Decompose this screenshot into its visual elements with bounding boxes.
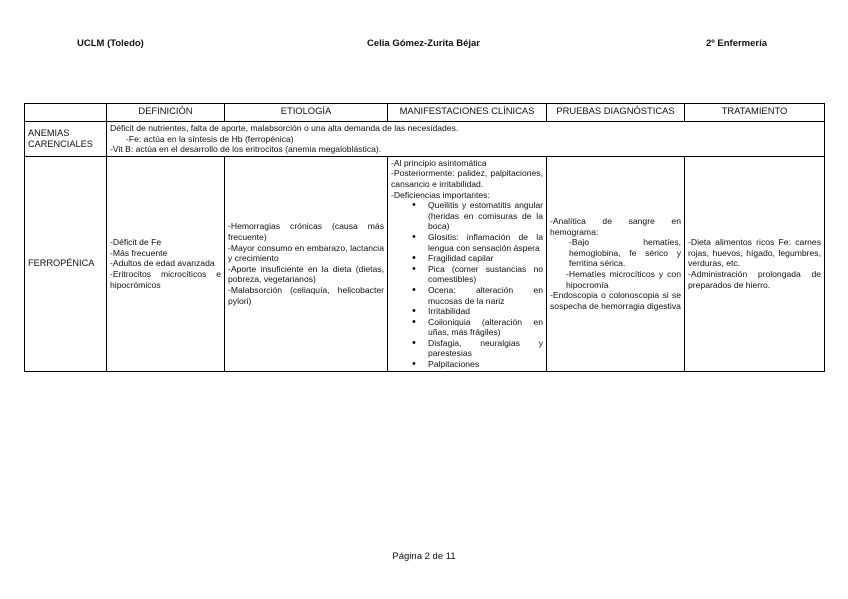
- table-header-row: [25, 104, 825, 122]
- manifestaciones-intro: -Al principio asintomática: [391, 157, 487, 168]
- row-label-anemias: ANEMIAS CARENCIALES: [25, 122, 107, 157]
- cell-definicion: [107, 156, 225, 371]
- col-header-etiologia: ETIOLOGÍA: [225, 104, 388, 122]
- cell-tratamiento: [685, 156, 825, 371]
- definicion-item: -Eritrocitos microcíticos e hipocrómicos: [110, 269, 221, 290]
- col-header-pruebas: PRUEBAS DIAGNÓSTICAS: [547, 104, 685, 122]
- list-item: • Fragilidad capilar: [428, 253, 543, 264]
- list-item: • Ocena: alteración en mucosas de la nariz: [428, 285, 543, 306]
- list-item: • Irritabilidad: [428, 306, 543, 317]
- etiologia-item: -Malabsorción (celiaquía, helicobacter pylori): [228, 284, 384, 306]
- list-item: • Glositis: inflamación de la lengua con sensación áspera: [428, 232, 543, 253]
- header-left: UCLM (Toledo): [77, 38, 144, 49]
- tratamiento-line-2: -Administración prolongada de preparados de hierro.: [688, 269, 821, 290]
- list-item: • Coiloniquia (alteración en uñas, más frágiles): [428, 317, 543, 338]
- table-row-ferropenica: [25, 156, 825, 371]
- cell-etiologia: [225, 156, 388, 371]
- manifestaciones-intro: -Posteriormente: palidez, palpitaciones, cansancio e irritabilidad.: [391, 168, 543, 189]
- page-number: Página 2 de 11: [392, 551, 456, 562]
- etiologia-item: -Hemorragias crónicas (causa más frecuente): [228, 221, 384, 242]
- col-header-manifestaciones: MANIFESTACIONES CLÍNICAS: [388, 104, 547, 122]
- cell-pruebas: [547, 156, 685, 371]
- header-center: Celia Gómez-Zurita Béjar: [367, 38, 480, 49]
- col-header-definicion: DEFINICIÓN: [107, 104, 225, 122]
- pruebas-line-1: -Analítica de sangre en hemograma:: [550, 216, 681, 237]
- etiologia-item: -Mayor consumo en embarazo, lactancia y crecimiento: [228, 242, 384, 264]
- list-item: • Disfagia, neuralgias y parestesias: [428, 338, 543, 359]
- anemias-line-3: -Vit B: actúa en el desarrollo de los eritrocitos (anemia megaloblástica).: [110, 144, 382, 155]
- pruebas-line-3: -Hematíes microcíticos y con hipocromía: [566, 269, 681, 290]
- list-item: • Palpitaciones: [428, 359, 543, 370]
- manifestaciones-list: [391, 200, 543, 370]
- definicion-item: -Adultos de edad avanzada: [110, 258, 215, 269]
- manifestaciones-intro: -Deficiencias importantes:: [391, 189, 490, 200]
- col-header-tratamiento: TRATAMIENTO: [685, 104, 825, 122]
- list-item: • Pica (comer sustancias no comestibles): [428, 264, 543, 285]
- header-right: 2º Enfermería: [706, 38, 768, 49]
- definicion-item: -Déficit de Fe: [110, 237, 162, 248]
- pruebas-line-4: -Endoscopia o colonoscopia si se sospecha de hemorragia digestiva: [550, 290, 681, 311]
- list-item: • Queilitis y estomatitis angular (heridas en comisuras de la boca): [428, 200, 543, 232]
- anemias-description: [107, 122, 825, 157]
- row-label-ferropenica: FERROPÉNICA: [25, 156, 107, 371]
- col-header-empty: [25, 104, 107, 122]
- anemias-line-2: -Fe: actúa en la síntesis de Hb (ferropénica): [126, 133, 294, 144]
- etiologia-item: -Aporte insuficiente en la dieta (dietas, pobreza, vegetarianos): [228, 263, 384, 285]
- tratamiento-line-1: -Dieta alimentos ricos Fe: carnes rojas, huevos, hígado, legumbres, verduras, etc.: [688, 237, 821, 269]
- table-row-anemias: [25, 122, 825, 157]
- definicion-item: -Más frecuente: [110, 247, 168, 258]
- cell-manifestaciones: [388, 156, 547, 371]
- anemia-table: [24, 103, 825, 372]
- pruebas-line-2: -Bajo hematíes, hemoglobina, fe sérico y ferritina sérica.: [569, 237, 681, 269]
- anemias-line-1: Déficit de nutrientes, falta de aporte, malabsorción o una alta demanda de las necesidades.: [110, 123, 459, 133]
